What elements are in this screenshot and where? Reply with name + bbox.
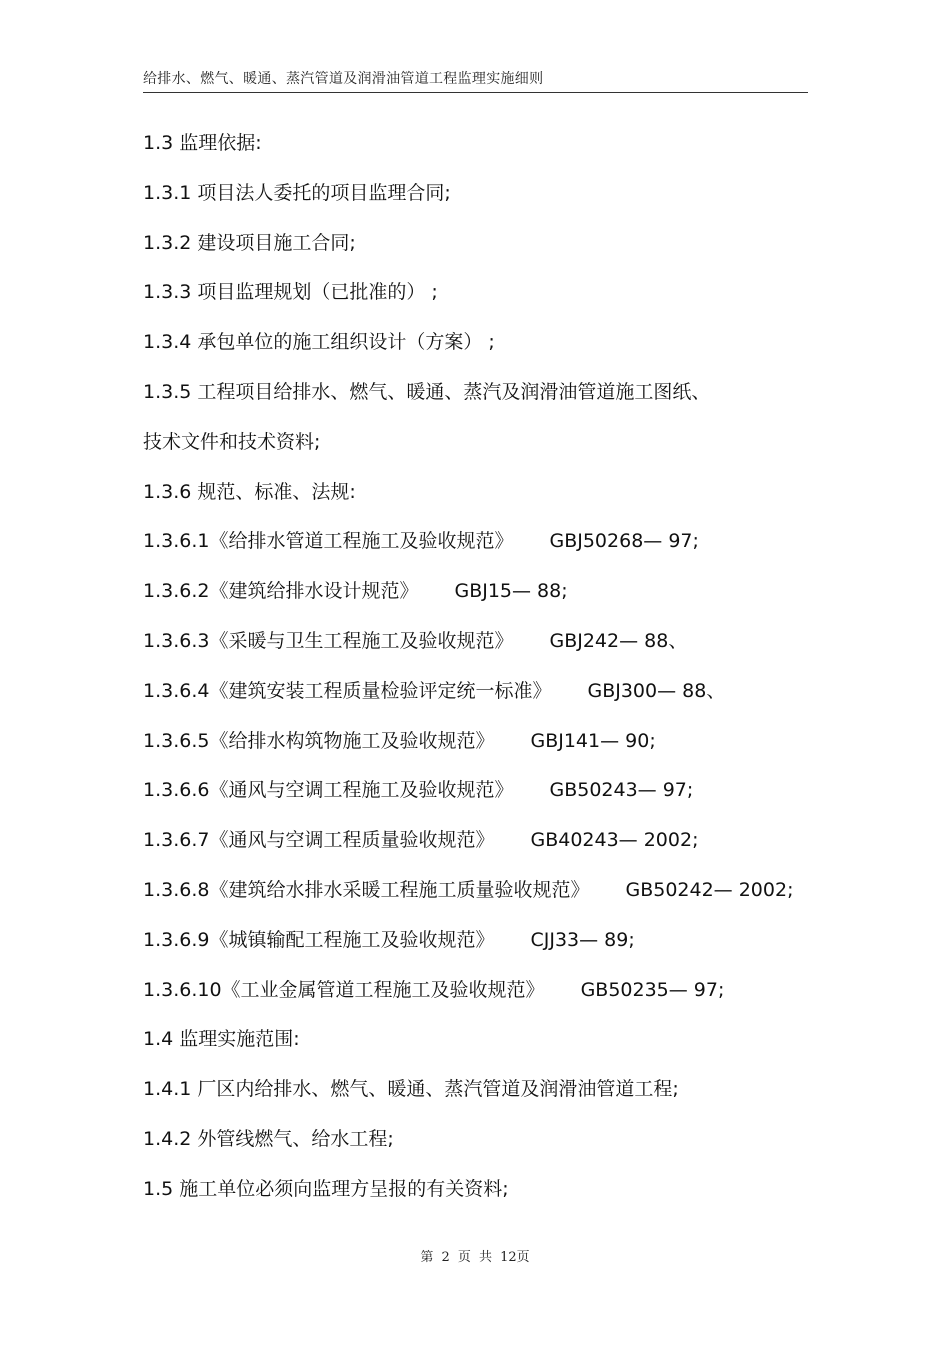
- standard-title: 1.3.6.2《建筑给排水设计规范》: [143, 580, 419, 603]
- clause-1-3-1: 1.3.1 项目法人委托的项目监理合同;: [143, 181, 451, 204]
- standard-1-3-6-5: [143, 728, 823, 778]
- standard-code: CJJ33— 89;: [530, 928, 635, 951]
- standard-1-3-6-7: [143, 827, 823, 877]
- document-body: [143, 130, 823, 1226]
- standard-title: 1.3.6.8《建筑给水排水采暖工程施工质量验收规范》: [143, 878, 590, 901]
- section-heading-1-4: 1.4 监理实施范围:: [143, 1028, 300, 1051]
- standard-title: 1.3.6.3《采暖与卫生工程施工及验收规范》: [143, 629, 514, 652]
- section-heading-1-5: 1.5 施工单位必须向监理方呈报的有关资料;: [143, 1177, 509, 1200]
- clause-1-3-5: 1.3.5 工程项目给排水、燃气、暖通、蒸汽及润滑油管道施工图纸、: [143, 380, 711, 403]
- standard-1-3-6-4: [143, 678, 823, 728]
- page-number-footer: 第 2 页 共 12页: [420, 1250, 530, 1265]
- clause-1-4-1: 1.4.1 厂区内给排水、燃气、暖通、蒸汽管道及润滑油管道工程;: [143, 1078, 679, 1101]
- page-header-title: 给排水、燃气、暖通、蒸汽管道及润滑油管道工程监理实施细则: [143, 71, 544, 87]
- standard-title: 1.3.6.1《给排水管道工程施工及验收规范》: [143, 530, 514, 553]
- standard-title: 1.3.6.6《通风与空调工程施工及验收规范》: [143, 779, 514, 802]
- clause-1-3-4: 1.3.4 承包单位的施工组织设计（方案） ;: [143, 331, 495, 354]
- clause-1-3-6: 1.3.6 规范、标准、法规:: [143, 480, 356, 503]
- standard-title: 1.3.6.4《建筑安装工程质量检验评定统一标准》: [143, 679, 552, 702]
- clause-1-3-5-continued: 技术文件和技术资料;: [143, 430, 321, 453]
- standard-1-3-6-1: [143, 528, 823, 578]
- standard-code: GB50243— 97;: [549, 779, 694, 802]
- standard-code: GB50235— 97;: [580, 978, 725, 1001]
- standard-code: GB40243— 2002;: [530, 829, 699, 852]
- clause-1-3-3: 1.3.3 项目监理规划（已批准的） ;: [143, 281, 438, 304]
- standard-1-3-6-2: [143, 578, 823, 628]
- standard-title: 1.3.6.10《工业金属管道工程施工及验收规范》: [143, 978, 545, 1001]
- standard-code: GBJ141— 90;: [530, 729, 656, 752]
- standard-1-3-6-9: [143, 927, 823, 977]
- standard-code: GBJ50268— 97;: [549, 530, 699, 553]
- standard-1-3-6-8: [143, 877, 823, 927]
- standard-1-3-6-3: [143, 628, 823, 678]
- clause-1-3-2: 1.3.2 建设项目施工合同;: [143, 231, 356, 254]
- standard-title: 1.3.6.5《给排水构筑物施工及验收规范》: [143, 729, 495, 752]
- standard-code: GBJ15— 88;: [454, 580, 568, 603]
- standard-code: GBJ300— 88、: [587, 679, 726, 702]
- standard-title: 1.3.6.9《城镇输配工程施工及验收规范》: [143, 928, 495, 951]
- standard-1-3-6-6: [143, 777, 823, 827]
- section-heading-1-3: 1.3 监理依据:: [143, 132, 262, 154]
- standard-code: GB50242— 2002;: [625, 878, 794, 901]
- clause-1-4-2: 1.4.2 外管线燃气、给水工程;: [143, 1127, 394, 1150]
- standard-title: 1.3.6.7《通风与空调工程质量验收规范》: [143, 829, 495, 852]
- standard-code: GBJ242— 88、: [549, 629, 688, 652]
- header-divider: [143, 92, 808, 93]
- standard-1-3-6-10: [143, 977, 823, 1027]
